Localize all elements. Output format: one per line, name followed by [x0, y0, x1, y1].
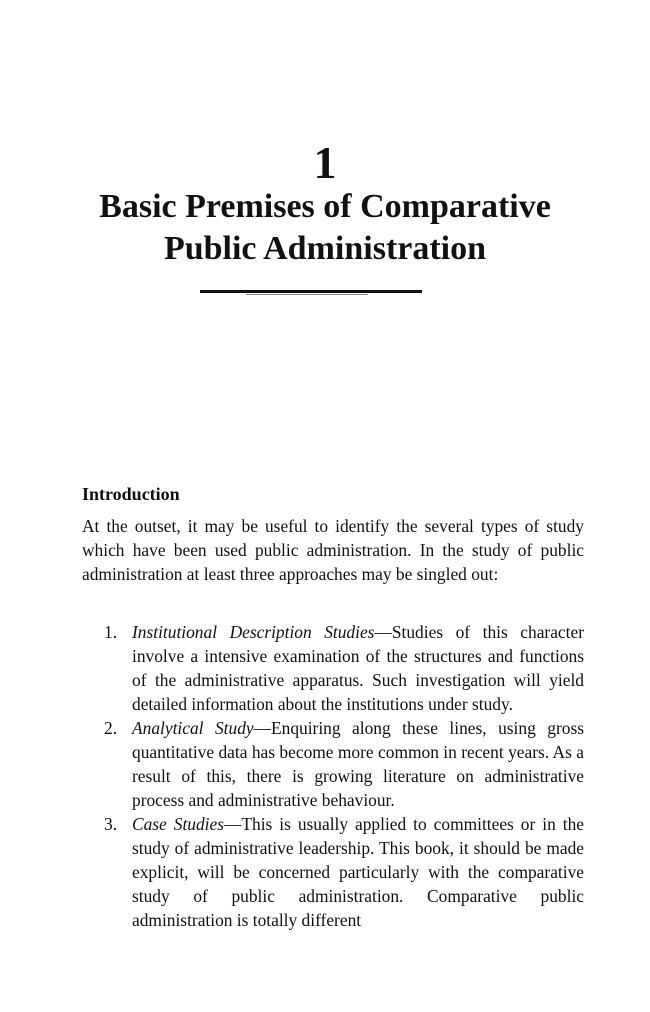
- list-text: —This is usually applied to committees or in the study of administrative leadership. This book, it should be made explicit, will be concerned particularly with the comparative study of public administration. Comparative public administration is totally different: [132, 814, 584, 930]
- list-item: [82, 716, 584, 812]
- list-number: 3.: [104, 814, 118, 834]
- list-number: 2.: [104, 718, 118, 738]
- chapter-number: 1: [313, 137, 337, 188]
- list-text: —Enquiring along these lines, using gross quantitative data has become more common in recent years. As a result of this, there is growing literature on administrative process and administrative behaviour.: [132, 718, 584, 810]
- list-term: Case Studies: [132, 814, 224, 834]
- list-item: [82, 620, 584, 716]
- list-term: Institutional Description Studies: [132, 622, 375, 642]
- list-item: [82, 812, 584, 932]
- list-text: —Studies of this character involve a intensive examination of the structures and functions of the administrative apparatus. Such investigation will yield detailed information about the institutions under study.: [132, 622, 584, 714]
- chapter-title: [60, 186, 590, 270]
- list-number: 1.: [104, 622, 118, 642]
- title-rule-thin: [246, 294, 368, 295]
- approaches-list: [82, 620, 584, 932]
- title-rule: [200, 290, 422, 293]
- chapter-title-line1: Basic Premises of Comparative: [99, 188, 551, 225]
- chapter-title-line2: Public Administration: [163, 230, 487, 267]
- list-term: Analytical Study: [132, 718, 254, 738]
- section-heading: Introduction: [82, 484, 180, 504]
- intro-paragraph: At the outset, it may be useful to identify the several types of study which have been used public administration. In the study of public administration at least three approaches may be singled out:: [82, 516, 584, 584]
